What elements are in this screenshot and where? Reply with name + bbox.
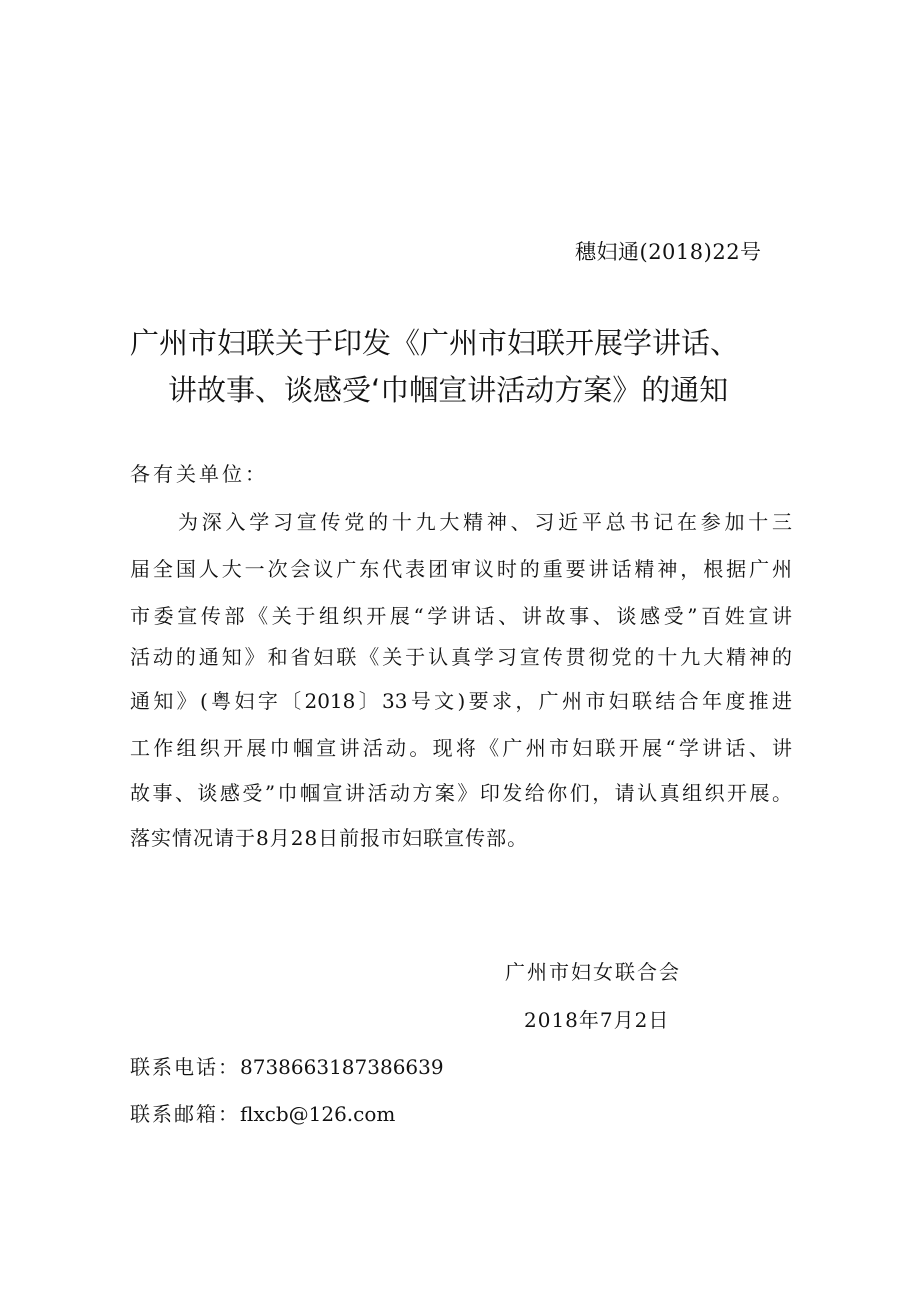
- body-line: 故事、谈感受”巾帼宣讲活动方案》印发给你们，请认真组织开展。: [130, 781, 792, 805]
- contact-email-value: flxcb@126.com: [240, 1102, 396, 1126]
- title-line-2: 讲故事、谈感受‘巾帼宣讲活动方案》的通知: [168, 373, 729, 407]
- body-line: 活动的通知》和省妇联《关于认真学习宣传贯彻党的十九大精神的: [130, 645, 792, 669]
- title-line-1: 广州市妇联关于印发《广州市妇联开展学讲话、: [130, 326, 740, 360]
- document-number: 穗妇通(2018)22号: [575, 240, 762, 264]
- body-line: 为深入学习宣传党的十九大精神、习近平总书记在参加十三: [178, 510, 792, 534]
- signature-date: 2018年7月2日: [524, 1008, 670, 1032]
- contact-email-label: 联系邮箱：: [130, 1102, 240, 1126]
- body-line: 市委宣传部《关于组织开展“学讲话、讲故事、谈感受”百姓宣讲: [130, 604, 792, 628]
- body-line: 落实情况请于8月28日前报市妇联宣传部。: [130, 826, 529, 850]
- contact-phone-label: 联系电话：: [130, 1055, 240, 1079]
- signature-organization: 广州市妇女联合会: [505, 960, 681, 984]
- contact-phone-value: 8738663187386639: [240, 1055, 444, 1079]
- salutation: 各有关单位：: [130, 462, 268, 486]
- body-line: 届全国人大一次会议广东代表团审议时的重要讲话精神，根据广州: [130, 557, 792, 581]
- contact-email: [130, 1098, 395, 1127]
- contact-phone: [130, 1051, 444, 1080]
- body-line: 工作组织开展巾帼宣讲活动。现将《广州市妇联开展“学讲话、讲: [130, 736, 792, 760]
- body-line: 通知》(粤妇字〔2018〕33号文)要求，广州市妇联结合年度推进: [130, 689, 792, 713]
